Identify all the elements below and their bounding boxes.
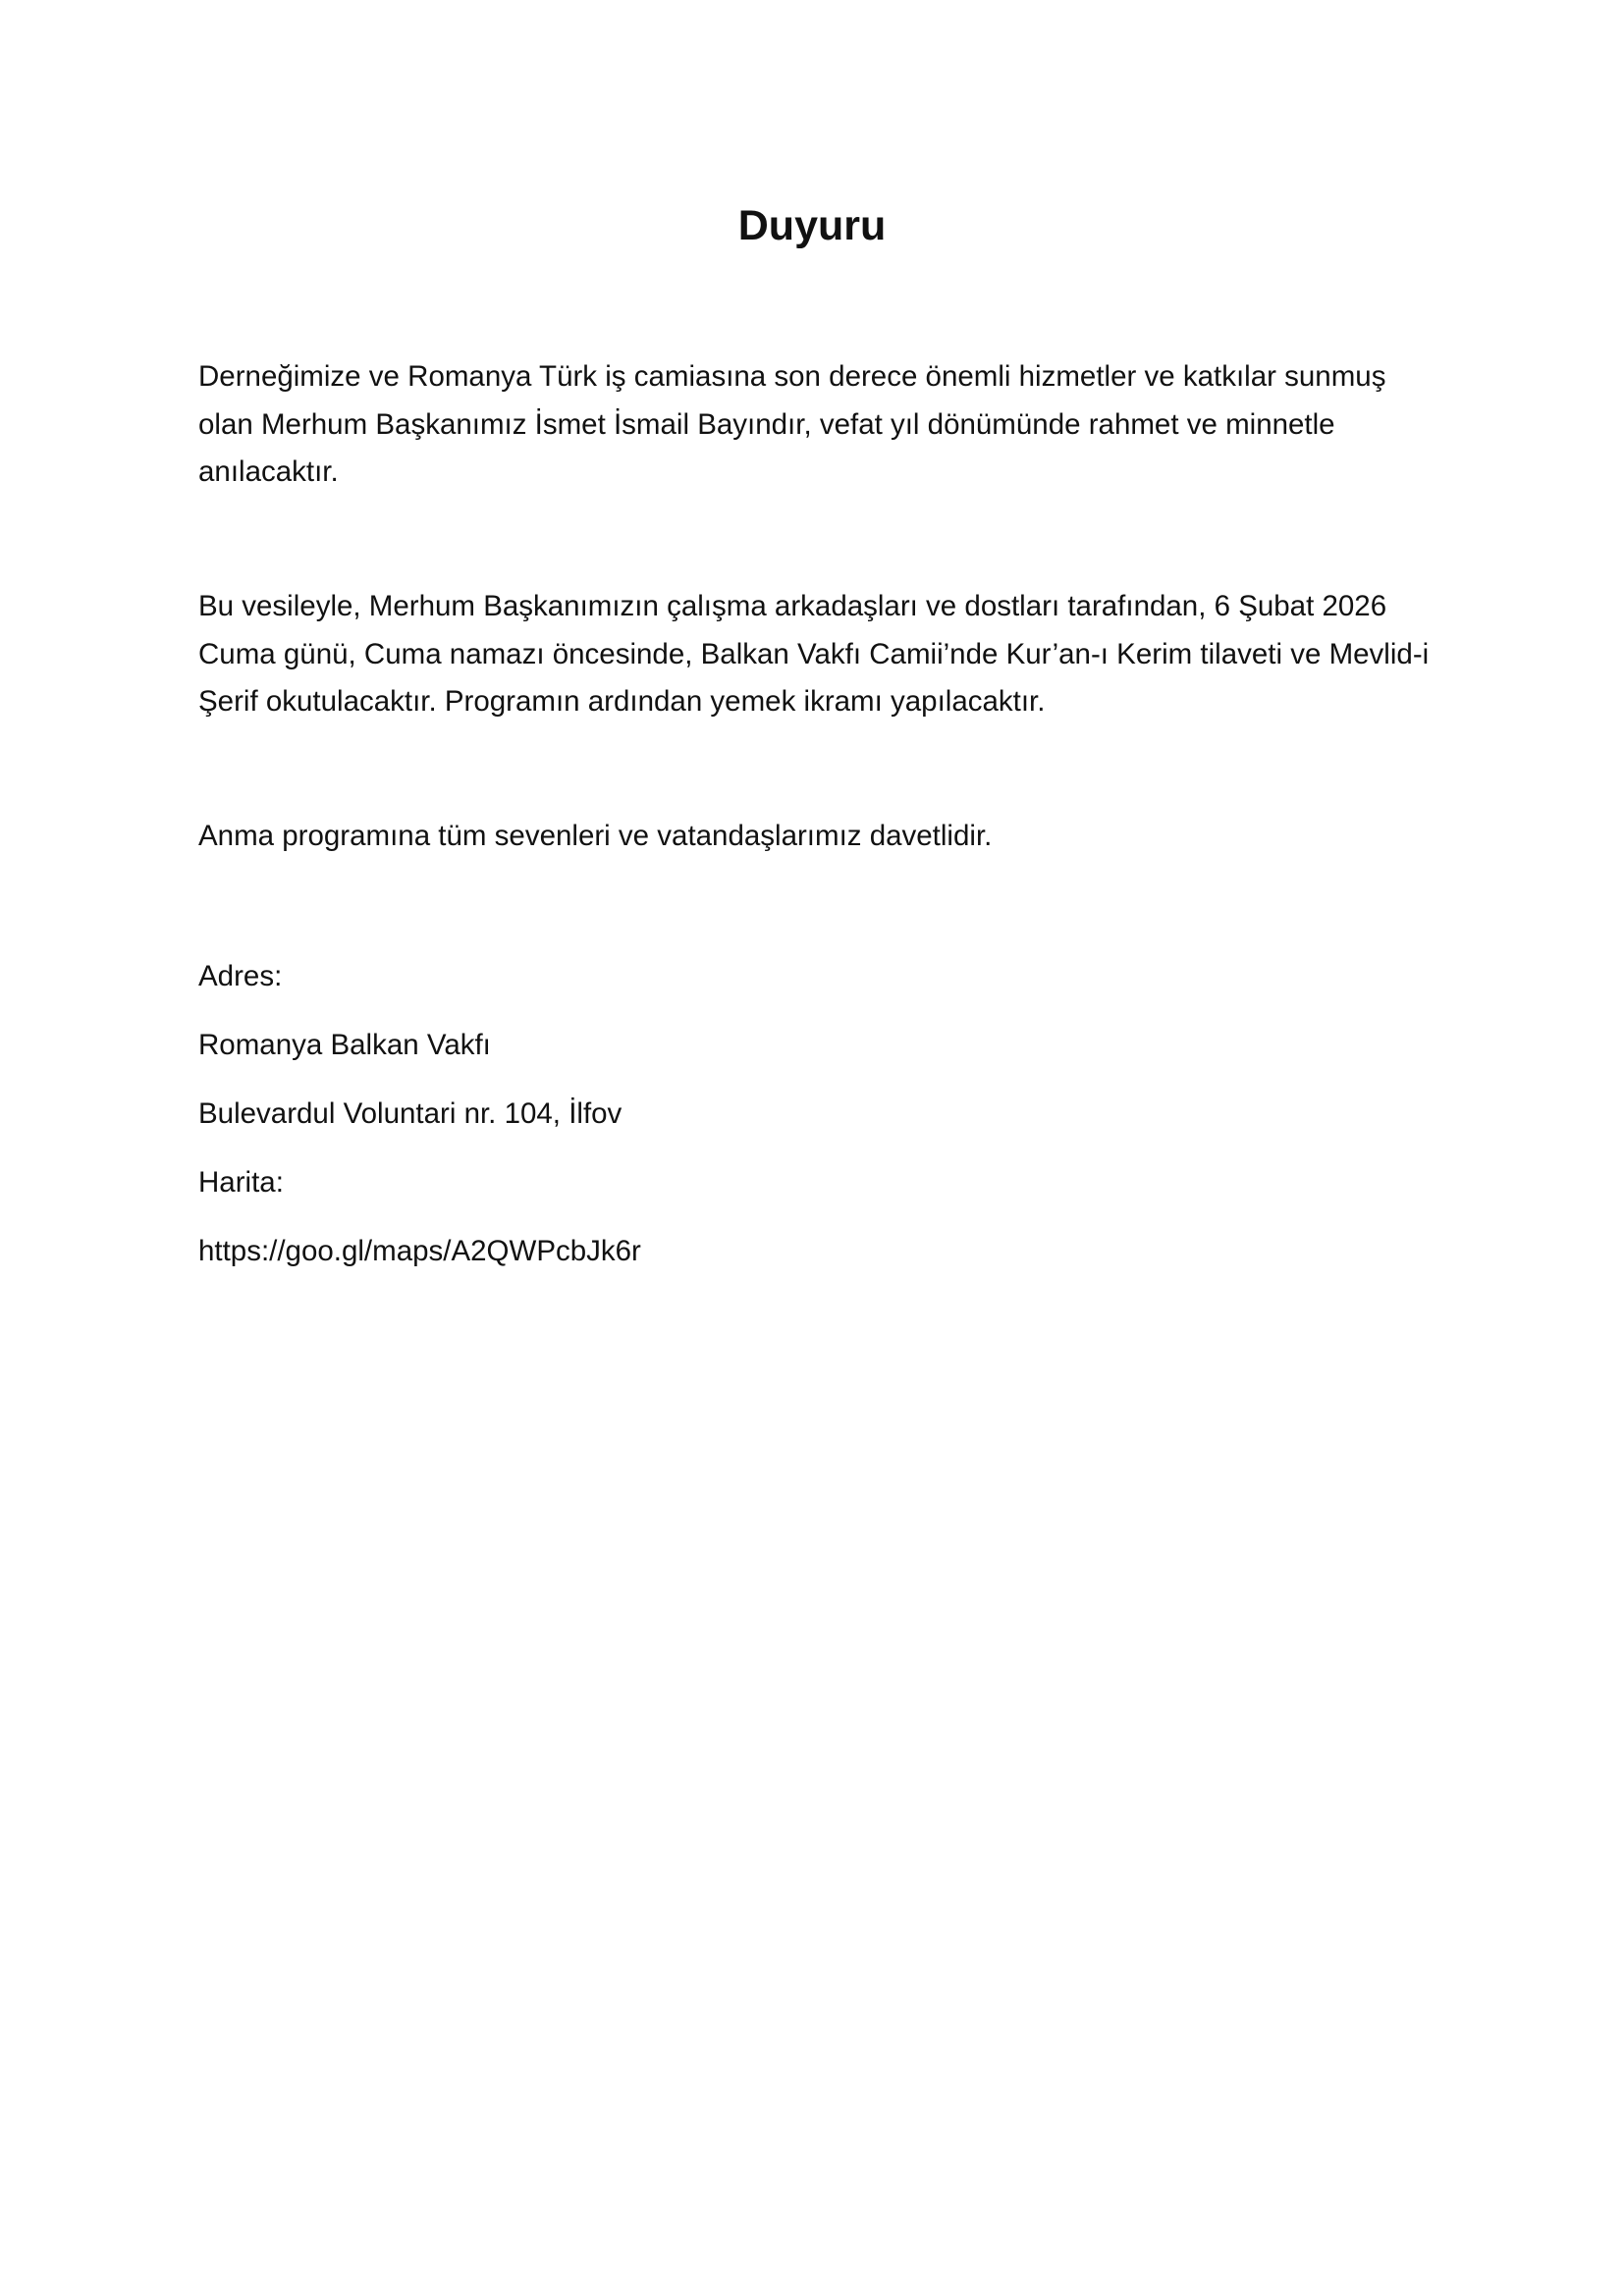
paragraph-program-details: Bu vesileyle, Merhum Başkanımızın çalışma arkadaşları ve dostları tarafından, 6 Şubat 2026 Cuma günü, Cuma namazı öncesinde, Balkan Vakfı Camii’nde Kur’an-ı Kerim tilaveti ve Mevlid-i Şerif okutulacaktır. Programın ardından yemek ikramı yapılacaktır. <box>198 590 1430 718</box>
paragraph-remembrance: Derneğimize ve Romanya Türk iş camiasına son derece önemli hizmetler ve katkılar sunmuş olan Merhum Başkanımız İsmet İsmail Bayındır, vefat yıl dönümünde rahmet ve minnetle anılacaktır. <box>198 360 1386 488</box>
paragraph-invitation: Anma programına tüm sevenleri ve vatandaşlarımız davetlidir. <box>198 820 993 852</box>
map-link-line <box>198 1232 641 1271</box>
document-title: Duyuru <box>737 202 887 249</box>
address-label: Adres: <box>198 960 283 992</box>
map-label: Harita: <box>198 1166 284 1199</box>
address-street: Bulevardul Voluntari nr. 104, İlfov <box>198 1097 623 1130</box>
map-link[interactable]: https://goo.gl/maps/A2QWPcbJk6r <box>198 1235 641 1267</box>
address-name: Romanya Balkan Vakfı <box>198 1029 491 1061</box>
